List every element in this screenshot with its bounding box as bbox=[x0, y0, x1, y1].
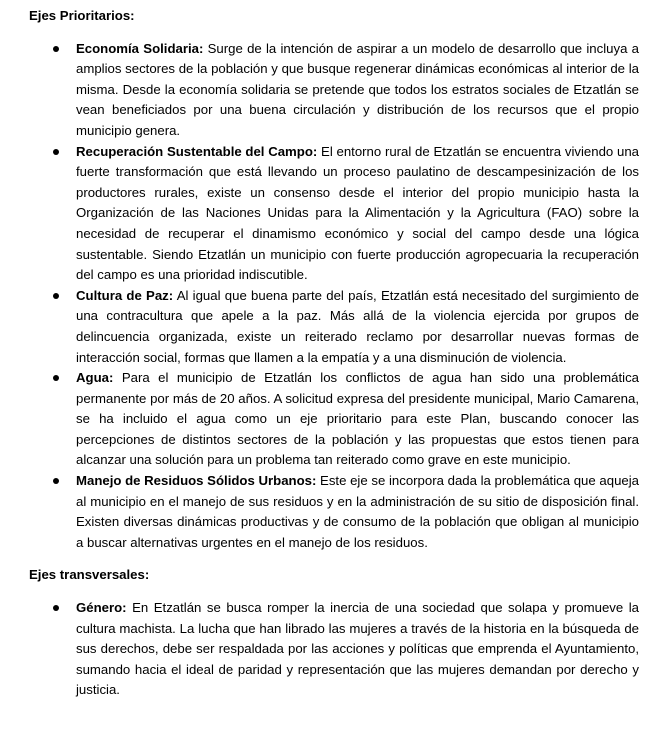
bullet-icon bbox=[53, 293, 59, 299]
section-heading-ejes-prioritarios: Ejes Prioritarios: bbox=[29, 8, 135, 23]
item-term: Cultura de Paz: bbox=[76, 287, 174, 303]
item-term: Género: bbox=[76, 600, 127, 616]
list-item bbox=[29, 286, 639, 368]
item-text: Para el municipio de Etzatlán los conflictos de agua han sido una problemática permanente por más de 20 años. A solicitud expresa del presidente municipal, Mario Camarena, se ha incluido el agua como un eje prioritario para este Plan, buscando conocer las percepciones de distintos sectores de la población y las propuestas que estos tienen para alcanzar una solución para un problema tan reiterado como grave en este municipio. bbox=[76, 370, 639, 468]
item-term: Manejo de Residuos Sólidos Urbanos: bbox=[76, 473, 317, 489]
bullet-icon bbox=[53, 149, 59, 155]
list-item bbox=[29, 368, 639, 471]
list-item bbox=[29, 142, 639, 286]
list-item bbox=[29, 471, 639, 553]
bullet-icon bbox=[53, 605, 59, 611]
bullet-icon bbox=[53, 478, 59, 484]
item-text: Este eje se incorpora dada la problemática que aqueja al municipio en el manejo de sus residuos y en la administración de su sitio de disposición final. Existen diversas dinámicas productivas y de consumo de la población que obligan al municipio a buscar alternativas urgentes en el manejo de los residuos. bbox=[76, 473, 640, 550]
priority-axes-list bbox=[29, 39, 639, 554]
item-text: Al igual que buena parte del país, Etzatlán está necesitado del surgimiento de una contracultura que apele a la paz. Más allá de la violencia ejercida por grupos de delincuencia organizada, existe un reiterado reclamo por desarrollar nuevas formas de interacción social, formas que llamen a la empatía y a una disminución de violencia. bbox=[76, 287, 639, 365]
list-item bbox=[29, 39, 639, 142]
item-text: Surge de la intención de aspirar a un modelo de desarrollo que incluya a amplios sectores de la población y que busque regenerar dinámicas económicas al interior de la misma. Desde la economía solidaria se pretende que todos los estratos sociales de Etzatlán se vean beneficiados por una buena circulación y distribución de los recursos que el propio municipio genera. bbox=[76, 40, 640, 138]
item-text: El entorno rural de Etzatlán se encuentra viviendo una fuerte transformación que está llevando un proceso paulatino de descampesinización de los productores rurales, existe un consenso desde el interior del propio municipio hasta la Organización de las Naciones Unidas para la Alimentación y la Agricultura (FAO) sobre la necesidad de recuperar el dinamismo económico y social del campo desde una lógica sustentable. Siendo Etzatlán un municipio con fuerte producción agropecuaria la recuperación del campo es una prioridad indiscutible. bbox=[76, 143, 639, 283]
transversal-axes-list bbox=[29, 598, 639, 701]
item-term: Recuperación Sustentable del Campo: bbox=[76, 143, 318, 159]
item-term: Economía Solidaria: bbox=[76, 40, 204, 56]
list-item bbox=[29, 598, 639, 701]
item-term: Agua: bbox=[76, 370, 114, 386]
section-heading-ejes-transversales: Ejes transversales: bbox=[29, 567, 150, 583]
item-text: En Etzatlán se busca romper la inercia de una sociedad que solapa y promueve la cultura machista. La lucha que han librado las mujeres a través de la historia en la búsqueda de sus derechos, debe ser respaldada por las acciones y políticas que emprenda el Ayuntamiento, sumando hacia el ideal de paridad y representación que las mujeres demandan por derecho y justicia. bbox=[76, 600, 639, 698]
bullet-icon bbox=[53, 375, 59, 381]
bullet-icon bbox=[53, 46, 59, 52]
